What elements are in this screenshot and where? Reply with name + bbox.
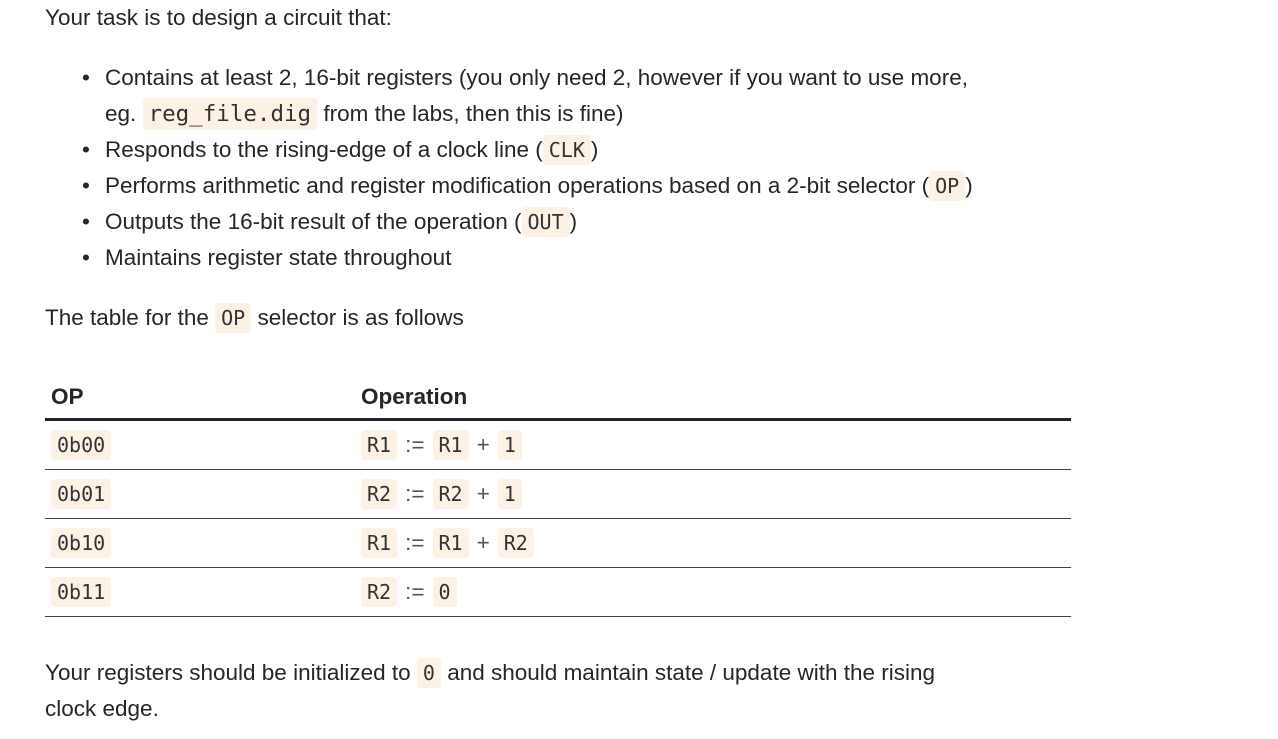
table-intro-text: selector is as follows xyxy=(257,305,464,330)
list-item xyxy=(82,204,1082,240)
operand-a: R1 xyxy=(433,528,469,558)
operand-b: 1 xyxy=(498,479,522,509)
list-item-text: Outputs the 16-bit result of the operation ( xyxy=(105,209,522,234)
operand-a: R2 xyxy=(433,479,469,509)
op-code: 0b00 xyxy=(51,430,111,460)
table-row xyxy=(45,519,1071,568)
footer-text-part: and should maintain state / update with the rising xyxy=(447,660,936,685)
inline-code: CLK xyxy=(543,135,591,165)
operand-a: R1 xyxy=(433,430,469,460)
dest-register: R2 xyxy=(361,577,397,607)
operation-cell xyxy=(361,479,522,509)
column-header-operation: Operation xyxy=(355,376,1071,420)
list-item-text: ) xyxy=(965,173,973,198)
op-code: 0b11 xyxy=(51,577,111,607)
bullet-icon: • xyxy=(82,209,90,234)
assign-symbol: := xyxy=(405,432,425,457)
inline-code: OP xyxy=(929,171,965,201)
list-item-text: ) xyxy=(590,137,599,162)
inline-code: 0 xyxy=(417,658,441,688)
footer-text-part: Your registers should be initialized to xyxy=(45,660,411,685)
bullet-icon: • xyxy=(82,137,90,162)
op-code: 0b10 xyxy=(51,528,111,558)
plus-symbol: + xyxy=(476,481,490,506)
assign-symbol: := xyxy=(405,579,425,604)
inline-code: reg_file.dig xyxy=(143,98,318,130)
dest-register: R1 xyxy=(361,430,397,460)
intro-text: Your task is to design a circuit that: xyxy=(45,5,392,30)
bullet-icon: • xyxy=(82,65,90,90)
op-table xyxy=(45,376,1071,617)
assign-symbol: := xyxy=(405,530,425,555)
table-intro-text: The table for the xyxy=(45,305,209,330)
table-row xyxy=(45,420,1071,470)
list-item-text: Contains at least 2, 16-bit registers (you only need 2, however if you want to use more, xyxy=(105,65,968,90)
list-item-text: eg. xyxy=(105,101,137,126)
inline-code: OP xyxy=(215,303,251,333)
operation-cell xyxy=(361,577,457,607)
plus-symbol: + xyxy=(476,530,490,555)
operation-cell xyxy=(361,430,522,460)
operand-a: 0 xyxy=(433,577,457,607)
operand-b: 1 xyxy=(498,430,522,460)
list-item xyxy=(82,168,1082,204)
column-header-op: OP xyxy=(45,376,355,420)
footer-text xyxy=(45,655,935,727)
bullet-icon: • xyxy=(82,173,90,198)
list-item-text: Performs arithmetic and register modification operations based on a 2-bit selector ( xyxy=(105,173,930,198)
list-item-text: Maintains register state throughout xyxy=(105,245,452,270)
table-header-row xyxy=(45,376,1071,420)
list-item xyxy=(82,132,1082,168)
footer-text-part: clock edge. xyxy=(45,696,159,721)
list-item xyxy=(82,240,1082,276)
operand-b: R2 xyxy=(498,528,534,558)
dest-register: R2 xyxy=(361,479,397,509)
list-item xyxy=(82,60,1082,132)
table-row xyxy=(45,568,1071,617)
requirements-list xyxy=(82,60,1082,276)
list-item-text: Responds to the rising-edge of a clock line ( xyxy=(105,137,543,162)
list-item-text: from the labs, then this is fine) xyxy=(323,101,624,126)
dest-register: R1 xyxy=(361,528,397,558)
table-row xyxy=(45,470,1071,519)
operation-cell xyxy=(361,528,534,558)
table-intro xyxy=(45,300,464,336)
assign-symbol: := xyxy=(405,481,425,506)
inline-code: OUT xyxy=(522,207,570,237)
plus-symbol: + xyxy=(476,432,490,457)
bullet-icon: • xyxy=(82,245,90,270)
list-item-text: ) xyxy=(569,209,578,234)
op-code: 0b01 xyxy=(51,479,111,509)
